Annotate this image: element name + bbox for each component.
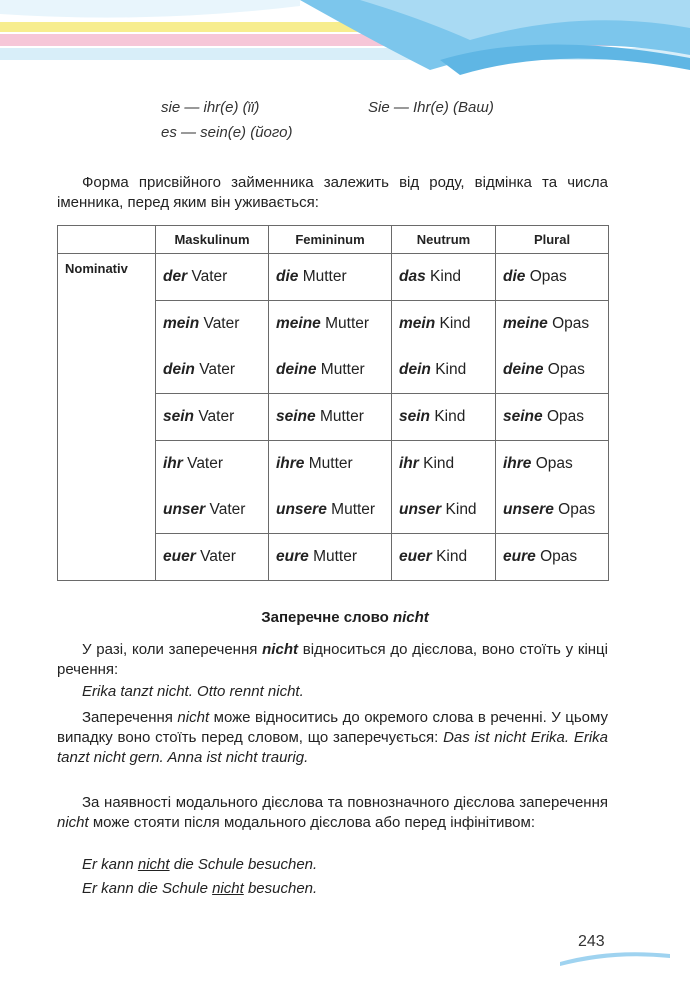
- table-cell-container: [156, 301, 269, 394]
- table-cell-container: [392, 534, 496, 581]
- table-cell: die Mutter: [276, 268, 347, 285]
- page-number-swoosh-decoration: [560, 946, 670, 968]
- header-femininum: Femininum: [269, 226, 392, 254]
- table-cell-container: [269, 534, 392, 581]
- table-cell: euer Kind: [399, 548, 468, 565]
- table-cell-container: [156, 534, 269, 581]
- table-cell-container: [156, 394, 269, 441]
- table-cell: euer Vater: [163, 548, 236, 565]
- table-cell: eure Opas: [503, 548, 578, 565]
- table-cell-container: [156, 254, 269, 301]
- table-cell: sein Kind: [399, 408, 466, 425]
- table-cell: dein Kind: [399, 361, 467, 378]
- table-cell: meine Mutter: [276, 315, 370, 332]
- pronoun-es: es — sein(e) (його): [161, 124, 293, 141]
- table-cell: meine Opas: [503, 315, 590, 332]
- page-number: 243: [578, 933, 605, 950]
- table-cell: mein Vater: [163, 315, 240, 332]
- intro-paragraph: [57, 173, 608, 213]
- example-2: Er kann nicht die Schule besuchen.: [82, 856, 318, 873]
- table-cell-container: [392, 441, 496, 534]
- table-cell: ihre Mutter: [276, 455, 353, 472]
- top-banner-decoration: [0, 0, 690, 90]
- example-1: Erika tanzt nicht. Otto rennt nicht.: [82, 683, 304, 700]
- table-cell-container: [392, 394, 496, 441]
- table-cell: der Vater: [163, 268, 228, 285]
- table-cell-container: [496, 441, 609, 534]
- table-cell-container: [392, 301, 496, 394]
- table-cell: ihre Opas: [503, 455, 573, 472]
- table-cell-container: [496, 394, 609, 441]
- table-cell: ihr Vater: [163, 455, 224, 472]
- table-cell: unsere Mutter: [276, 501, 376, 518]
- table-row: [58, 254, 609, 301]
- table-cell: mein Kind: [399, 315, 471, 332]
- table-cell-container: [496, 534, 609, 581]
- table-cell: ihr Kind: [399, 455, 455, 472]
- table-cell: das Kind: [399, 268, 462, 285]
- case-label: Nominativ: [58, 254, 156, 581]
- table-cell-container: [269, 394, 392, 441]
- table-cell: unser Kind: [399, 501, 477, 518]
- table-cell: eure Mutter: [276, 548, 357, 565]
- table-cell-container: [269, 254, 392, 301]
- table-cell-container: [496, 254, 609, 301]
- pronoun-Sie: Sie — Ihr(e) (Ваш): [368, 99, 494, 116]
- example-3: Er kann die Schule nicht besuchen.: [82, 880, 318, 897]
- table-header-row: [58, 226, 609, 254]
- table-cell: sein Vater: [163, 408, 235, 425]
- table-cell-container: [496, 301, 609, 394]
- table-cell: die Opas: [503, 268, 567, 285]
- table-cell: deine Mutter: [276, 361, 365, 378]
- table-cell: deine Opas: [503, 361, 585, 378]
- table-cell: seine Mutter: [276, 408, 364, 425]
- header-empty: [58, 226, 156, 254]
- table-cell-container: [269, 301, 392, 394]
- possessive-pronoun-table: [57, 225, 609, 581]
- table-cell-container: [392, 254, 496, 301]
- header-plural: Plural: [496, 226, 609, 254]
- table-cell: unsere Opas: [503, 501, 596, 518]
- table-cell-container: [269, 441, 392, 534]
- paragraph-2: Заперечення nicht може відноситись до окремого слова в реченні. У цьому випадку воно стоїть перед словом, що заперечується: Das ist nicht Erika. Erika tanzt nicht gern. Anna ist nicht traurig.: [57, 709, 609, 766]
- header-neutrum: Neutrum: [392, 226, 496, 254]
- intro-text: Форма присвійного займенника залежить від роду, відмінка та числа іменника, перед яким він уживається:: [57, 174, 608, 211]
- section-heading: Заперечне слово nicht: [261, 609, 429, 626]
- pronoun-sie: sie — ihr(e) (її): [161, 99, 260, 116]
- header-maskulinum: Maskulinum: [156, 226, 269, 254]
- paragraph-3: За наявності модального дієслова та повнозначного дієслова заперечення nicht може стояти після модального дієслова або перед інфінітивом:: [57, 794, 608, 831]
- table-cell: dein Vater: [163, 361, 236, 378]
- table-cell-container: [156, 441, 269, 534]
- table-cell: unser Vater: [163, 501, 246, 518]
- table-cell: seine Opas: [503, 408, 585, 425]
- paragraph-1: У разі, коли заперечення nicht відноситься до дієслова, воно стоїть у кінці речення:: [57, 641, 608, 678]
